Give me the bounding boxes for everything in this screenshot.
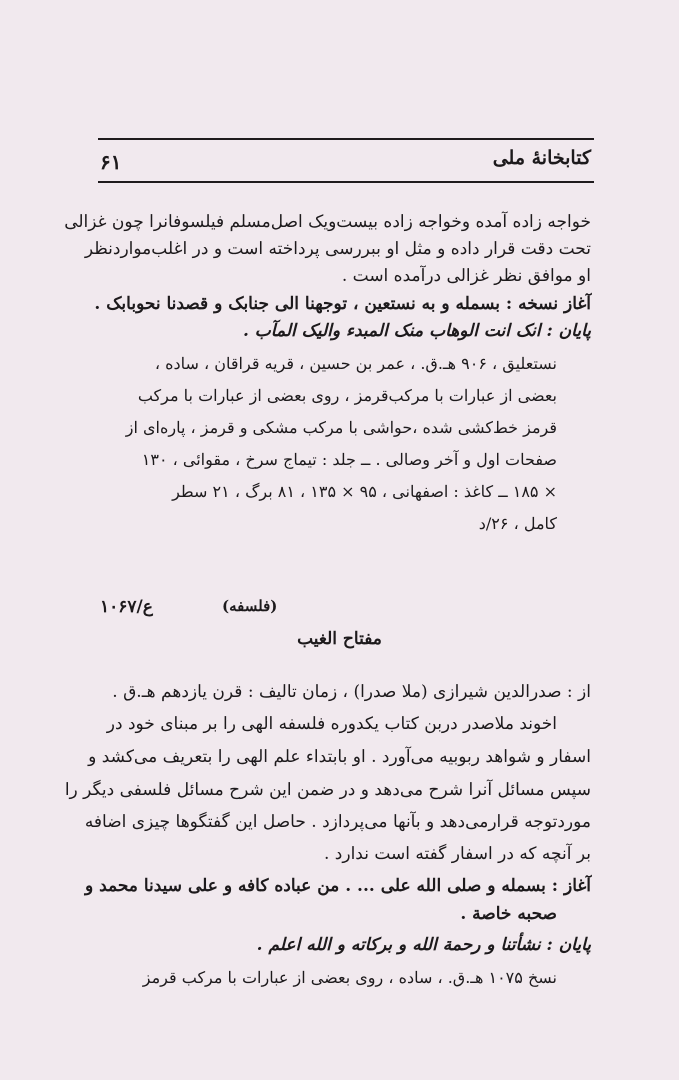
entry1-physical-line: بعضی از عبارات با مرکب‌قرمز ، روی بعضی از عبارات با مرکب — [137, 386, 557, 405]
entry1-physical-line: صفحات اول و آخر وصالی . ــ جلد : تیماج سرخ ، مقوائی ، ۱۳۰ — [141, 450, 557, 469]
entry1-physical-line: نستعلیق ، ۹۰۶ هـ.ق. ، عمر بن حسین ، قریه قراقان ، ساده ، — [154, 354, 557, 373]
entry2-description-line: اخوند ملاصدر دربن کتاب یکدوره فلسفه الهی را بر مبنای خود در — [106, 714, 557, 734]
entry2-opening-line: صحبه خاصة . — [460, 904, 557, 924]
entry2-subject: (فلسفه) — [222, 597, 278, 615]
entry2-record-code: ۱۰۶۷/ع — [100, 597, 153, 617]
entry2-description-line: موردتوجه قرارمی‌دهد و بآنها می‌پردازد . حاصل این گفتگوها چیزی اضافه — [84, 812, 591, 832]
page-number: ۶۱ — [100, 150, 122, 174]
entry1-physical-line: قرمز خط‌کشی شده ،حواشی با مرکب مشکی و قرمز ، پاره‌ای از — [125, 418, 557, 437]
entry1-physical-line: × ۱۸۵ ــ کاغذ : اصفهانی ، ۹۵ × ۱۳۵ ، ۸۱ برگ ، ۲۱ سطر — [172, 482, 557, 501]
entry1-physical-line: کامل ، ۲۶/د — [478, 514, 557, 533]
entry2-opening-line: آغاز : بسمله و صلی الله علی ... . من عباده کافه و علی سیدنا محمد و — [84, 876, 591, 896]
entry2-title: مفتاح الغیب — [297, 629, 382, 649]
entry1-description-line: تحت دقت قرار داده و مثل او ببررسی پرداخته است و در اغلب‌مواردنظر — [84, 239, 591, 259]
entry2-description-line: سپس مسائل آنرا شرح می‌دهد و در ضمن این شرح مسائل فلسفی دیگر را — [64, 780, 591, 800]
entry2-description-line: اسفار و شواهد ربوبیه می‌آورد . او بابتداء علم الهی را بتعریف می‌کشد و — [88, 747, 591, 767]
header-title: كتابخانهٔ ملی — [492, 147, 591, 169]
entry1-description-line: او موافق نظر غزالی درآمده است . — [341, 266, 591, 286]
entry2-author: از : صدرالدین شیرازی (ملا صدرا) ، زمان تالیف : قرن یازدهم هـ.ق . — [112, 682, 591, 702]
entry1-ending: پایان : انک انت الوهاب منک المبدء والیک المآب . — [242, 321, 591, 341]
header-bottom-rule — [98, 181, 594, 183]
entry1-description-line: خواجه زاده آمده وخواجه زاده بیست‌ویک اصل‌مسلم فیلسوفانرا چون غزالی — [64, 212, 591, 232]
entry2-description-line: بر آنچه که در اسفار گفته است ندارد . — [324, 844, 591, 864]
entry1-opening: آغاز نسخه : بسمله و به نستعین ، توجهنا الی جنابک و قصدنا نحوبابک . — [94, 294, 591, 314]
entry2-physical: نسخ ۱۰۷۵ هـ.ق. ، ساده ، روی بعضی از عبارات با مرکب قرمز — [142, 968, 557, 987]
entry2-ending: پایان : نشأتنا و رحمة الله و برکاته و الله اعلم . — [256, 935, 591, 955]
header-top-rule — [98, 138, 594, 140]
